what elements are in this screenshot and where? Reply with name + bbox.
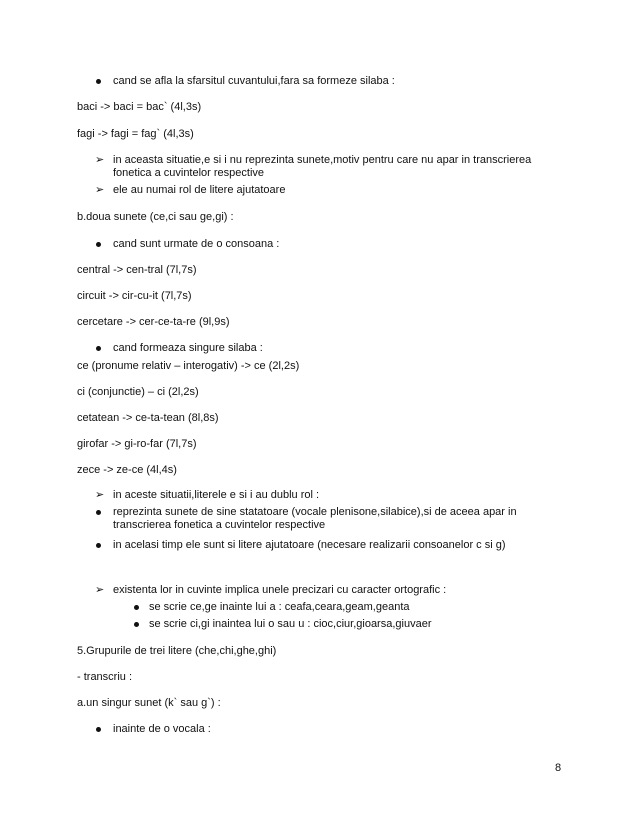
- arrow-bullet-icon: ➢: [95, 489, 105, 501]
- text-line: baci -> baci = bac` (4l,3s): [77, 101, 202, 113]
- text-line: se scrie ce,ge inainte lui a : ceafa,ceara,geam,geanta: [149, 601, 410, 613]
- arrow-bullet-icon: ➢: [95, 184, 105, 196]
- text-line: cetatean -> ce-ta-tean (8l,8s): [77, 412, 219, 424]
- text-line: circuit -> cir-cu-it (7l,7s): [77, 290, 192, 302]
- bullet-dot-icon: [96, 510, 101, 515]
- page-number: 8: [555, 762, 562, 774]
- arrow-bullet-icon: ➢: [95, 584, 105, 596]
- text-line: ce (pronume relativ – interogativ) -> ce (2l,2s): [77, 360, 300, 372]
- text-line: cercetare -> cer-ce-ta-re (9l,9s): [77, 316, 230, 328]
- text-line: fagi -> fagi = fag` (4l,3s): [77, 128, 194, 140]
- text-line: central -> cen-tral (7l,7s): [77, 264, 197, 276]
- bullet-dot-icon: [96, 727, 101, 732]
- text-line: a.un singur sunet (k` sau g`) :: [77, 697, 221, 709]
- text-line: cand se afla la sfarsitul cuvantului,fara sa formeze silaba :: [113, 75, 395, 87]
- bullet-dot-icon: [134, 605, 139, 610]
- text-line: b.doua sunete (ce,ci sau ge,gi) :: [77, 211, 234, 223]
- text-line: inainte de o vocala :: [113, 723, 211, 735]
- text-line: in aceste situatii,literele e si i au dublu rol :: [113, 489, 320, 501]
- text-line: girofar -> gi-ro-far (7l,7s): [77, 438, 197, 450]
- text-line: zece -> ze-ce (4l,4s): [77, 464, 177, 476]
- text-line: ele au numai rol de litere ajutatoare: [113, 184, 286, 196]
- text-line: existenta lor in cuvinte implica unele precizari cu caracter ortografic :: [113, 584, 447, 596]
- text-line: reprezinta sunete de sine statatoare (vocale plenisone,silabice),si de aceea apar in transcrierea fonetica a cuvintelor respective: [113, 506, 517, 531]
- bullet-dot-icon: [96, 346, 101, 351]
- bullet-dot-icon: [96, 79, 101, 84]
- text-line: ci (conjunctie) – ci (2l,2s): [77, 386, 199, 398]
- text-line: cand formeaza singure silaba :: [113, 342, 263, 354]
- text-line: in acelasi timp ele sunt si litere ajutatoare (necesare realizarii consoanelor c si g): [113, 539, 506, 551]
- text-line: cand sunt urmate de o consoana :: [113, 238, 280, 250]
- bullet-dot-icon: [134, 622, 139, 627]
- text-line: in aceasta situatie,e si i nu reprezinta sunete,motiv pentru care nu apar in transcrierea fonetica a cuvintelor respective: [113, 154, 532, 179]
- text-line: 5.Grupurile de trei litere (che,chi,ghe,ghi): [77, 645, 277, 657]
- text-line: - transcriu :: [77, 671, 133, 683]
- bullet-dot-icon: [96, 543, 101, 548]
- text-line: se scrie ci,gi inaintea lui o sau u : cioc,ciur,gioarsa,giuvaer: [149, 618, 432, 630]
- bullet-dot-icon: [96, 242, 101, 247]
- arrow-bullet-icon: ➢: [95, 154, 105, 166]
